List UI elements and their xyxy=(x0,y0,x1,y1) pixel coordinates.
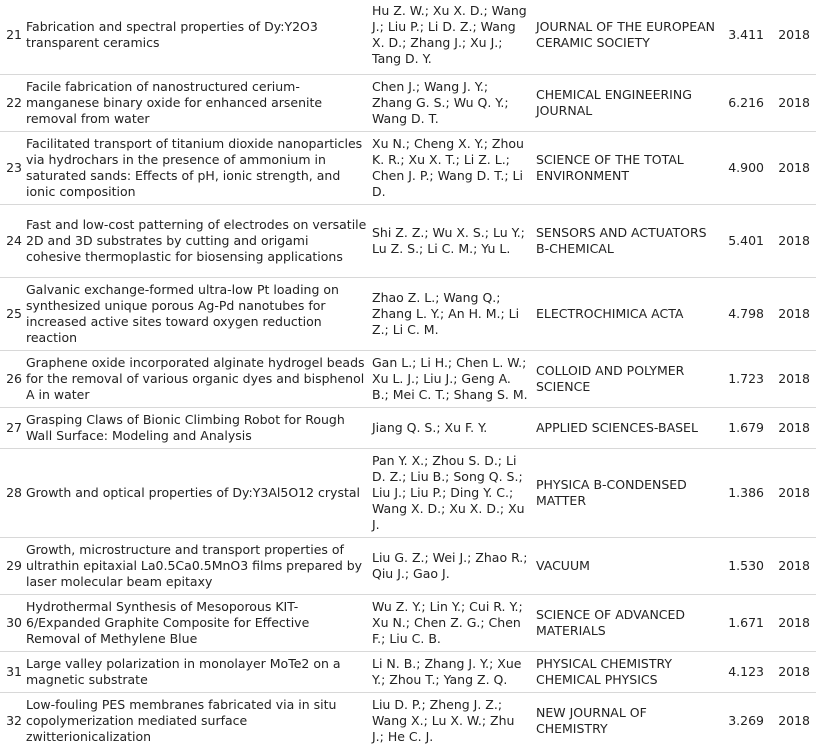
impact-factor: 3.411 xyxy=(720,0,770,75)
table-row xyxy=(0,652,816,693)
paper-authors: Liu D. P.; Zheng J. Z.; Wang X.; Lu X. W.; Zhu J.; He C. J. xyxy=(369,693,532,750)
paper-authors: Gan L.; Li H.; Chen L. W.; Xu L. J.; Liu J.; Geng A. B.; Mei C. T.; Shang S. M. xyxy=(369,351,532,408)
impact-factor: 1.679 xyxy=(720,408,770,449)
paper-authors: Zhao Z. L.; Wang Q.; Zhang L. Y.; An H. M.; Li Z.; Li C. M. xyxy=(369,278,532,351)
publication-year: 2018 xyxy=(770,652,816,693)
row-number: 22 xyxy=(0,75,24,132)
journal-name: JOURNAL OF THE EUROPEAN CERAMIC SOCIETY xyxy=(532,0,720,75)
journal-name: NEW JOURNAL OF CHEMISTRY xyxy=(532,693,720,750)
impact-factor: 6.216 xyxy=(720,75,770,132)
paper-authors: Li N. B.; Zhang J. Y.; Xue Y.; Zhou T.; Yang Z. Q. xyxy=(369,652,532,693)
table-row xyxy=(0,595,816,652)
table-row xyxy=(0,278,816,351)
impact-factor: 1.723 xyxy=(720,351,770,408)
paper-title: Grasping Claws of Bionic Climbing Robot for Rough Wall Surface: Modeling and Analysis xyxy=(24,408,369,449)
paper-authors: Shi Z. Z.; Wu X. S.; Lu Y.; Lu Z. S.; Li C. M.; Yu L. xyxy=(369,205,532,278)
paper-title: Fast and low-cost patterning of electrodes on versatile 2D and 3D substrates by cutting and origami cohesive thermoplastic for biosensing applications xyxy=(24,205,369,278)
publication-year: 2018 xyxy=(770,408,816,449)
paper-title: Facile fabrication of nanostructured cerium-manganese binary oxide for enhanced arsenite removal from water xyxy=(24,75,369,132)
publication-year: 2018 xyxy=(770,693,816,750)
table-row xyxy=(0,693,816,750)
publication-year: 2018 xyxy=(770,538,816,595)
row-number: 32 xyxy=(0,693,24,750)
journal-name: COLLOID AND POLYMER SCIENCE xyxy=(532,351,720,408)
impact-factor: 1.530 xyxy=(720,538,770,595)
journal-name: APPLIED SCIENCES-BASEL xyxy=(532,408,720,449)
impact-factor: 4.123 xyxy=(720,652,770,693)
paper-title: Growth and optical properties of Dy:Y3Al5O12 crystal xyxy=(24,449,369,538)
table-row xyxy=(0,351,816,408)
journal-name: SENSORS AND ACTUATORS B-CHEMICAL xyxy=(532,205,720,278)
impact-factor: 5.401 xyxy=(720,205,770,278)
table-row xyxy=(0,0,816,75)
paper-authors: Wu Z. Y.; Lin Y.; Cui R. Y.; Xu N.; Chen Z. G.; Chen F.; Liu C. B. xyxy=(369,595,532,652)
paper-authors: Hu Z. W.; Xu X. D.; Wang J.; Liu P.; Li D. Z.; Wang X. D.; Zhang J.; Xu J.; Tang D. Y. xyxy=(369,0,532,75)
row-number: 30 xyxy=(0,595,24,652)
journal-name: SCIENCE OF THE TOTAL ENVIRONMENT xyxy=(532,132,720,205)
publication-year: 2018 xyxy=(770,205,816,278)
paper-title: Fabrication and spectral properties of Dy:Y2O3 transparent ceramics xyxy=(24,0,369,75)
impact-factor: 1.386 xyxy=(720,449,770,538)
paper-title: Growth, microstructure and transport properties of ultrathin epitaxial La0.5Ca0.5MnO3 films prepared by laser molecular beam epitaxy xyxy=(24,538,369,595)
publication-year: 2018 xyxy=(770,449,816,538)
paper-title: Facilitated transport of titanium dioxide nanoparticles via hydrochars in the presence of ammonium in saturated sands: Effects of pH, ionic strength, and ionic composition xyxy=(24,132,369,205)
row-number: 25 xyxy=(0,278,24,351)
impact-factor: 4.900 xyxy=(720,132,770,205)
row-number: 31 xyxy=(0,652,24,693)
publication-year: 2018 xyxy=(770,75,816,132)
paper-title: Graphene oxide incorporated alginate hydrogel beads for the removal of various organic dyes and bisphenol A in water xyxy=(24,351,369,408)
paper-authors: Pan Y. X.; Zhou S. D.; Li D. Z.; Liu B.; Song Q. S.; Liu J.; Liu P.; Ding Y. C.; Wang X. D.; Xu X. D.; Xu J. xyxy=(369,449,532,538)
publication-year: 2018 xyxy=(770,595,816,652)
paper-title: Large valley polarization in monolayer MoTe2 on a magnetic substrate xyxy=(24,652,369,693)
impact-factor: 4.798 xyxy=(720,278,770,351)
table-row xyxy=(0,75,816,132)
journal-name: SCIENCE OF ADVANCED MATERIALS xyxy=(532,595,720,652)
publication-year: 2018 xyxy=(770,0,816,75)
row-number: 29 xyxy=(0,538,24,595)
paper-authors: Jiang Q. S.; Xu F. Y. xyxy=(369,408,532,449)
table-row xyxy=(0,408,816,449)
paper-authors: Liu G. Z.; Wei J.; Zhao R.; Qiu J.; Gao J. xyxy=(369,538,532,595)
journal-name: VACUUM xyxy=(532,538,720,595)
row-number: 23 xyxy=(0,132,24,205)
impact-factor: 1.671 xyxy=(720,595,770,652)
publication-year: 2018 xyxy=(770,132,816,205)
journal-name: CHEMICAL ENGINEERING JOURNAL xyxy=(532,75,720,132)
paper-authors: Xu N.; Cheng X. Y.; Zhou K. R.; Xu X. T.; Li Z. L.; Chen J. P.; Wang D. T.; Li D. xyxy=(369,132,532,205)
publication-year: 2018 xyxy=(770,351,816,408)
row-number: 27 xyxy=(0,408,24,449)
row-number: 21 xyxy=(0,0,24,75)
row-number: 24 xyxy=(0,205,24,278)
paper-title: Low-fouling PES membranes fabricated via in situ copolymerization mediated surface zwitterionicalization xyxy=(24,693,369,750)
publication-year: 2018 xyxy=(770,278,816,351)
table-row xyxy=(0,205,816,278)
table-row xyxy=(0,449,816,538)
paper-authors: Chen J.; Wang J. Y.; Zhang G. S.; Wu Q. Y.; Wang D. T. xyxy=(369,75,532,132)
table-row xyxy=(0,538,816,595)
table-row xyxy=(0,132,816,205)
paper-title: Hydrothermal Synthesis of Mesoporous KIT-6/Expanded Graphite Composite for Effective Removal of Methylene Blue xyxy=(24,595,369,652)
journal-name: PHYSICA B-CONDENSED MATTER xyxy=(532,449,720,538)
paper-title: Galvanic exchange-formed ultra-low Pt loading on synthesized unique porous Ag-Pd nanotubes for increased active sites toward oxygen reduction reaction xyxy=(24,278,369,351)
row-number: 28 xyxy=(0,449,24,538)
journal-name: PHYSICAL CHEMISTRY CHEMICAL PHYSICS xyxy=(532,652,720,693)
impact-factor: 3.269 xyxy=(720,693,770,750)
row-number: 26 xyxy=(0,351,24,408)
journal-name: ELECTROCHIMICA ACTA xyxy=(532,278,720,351)
